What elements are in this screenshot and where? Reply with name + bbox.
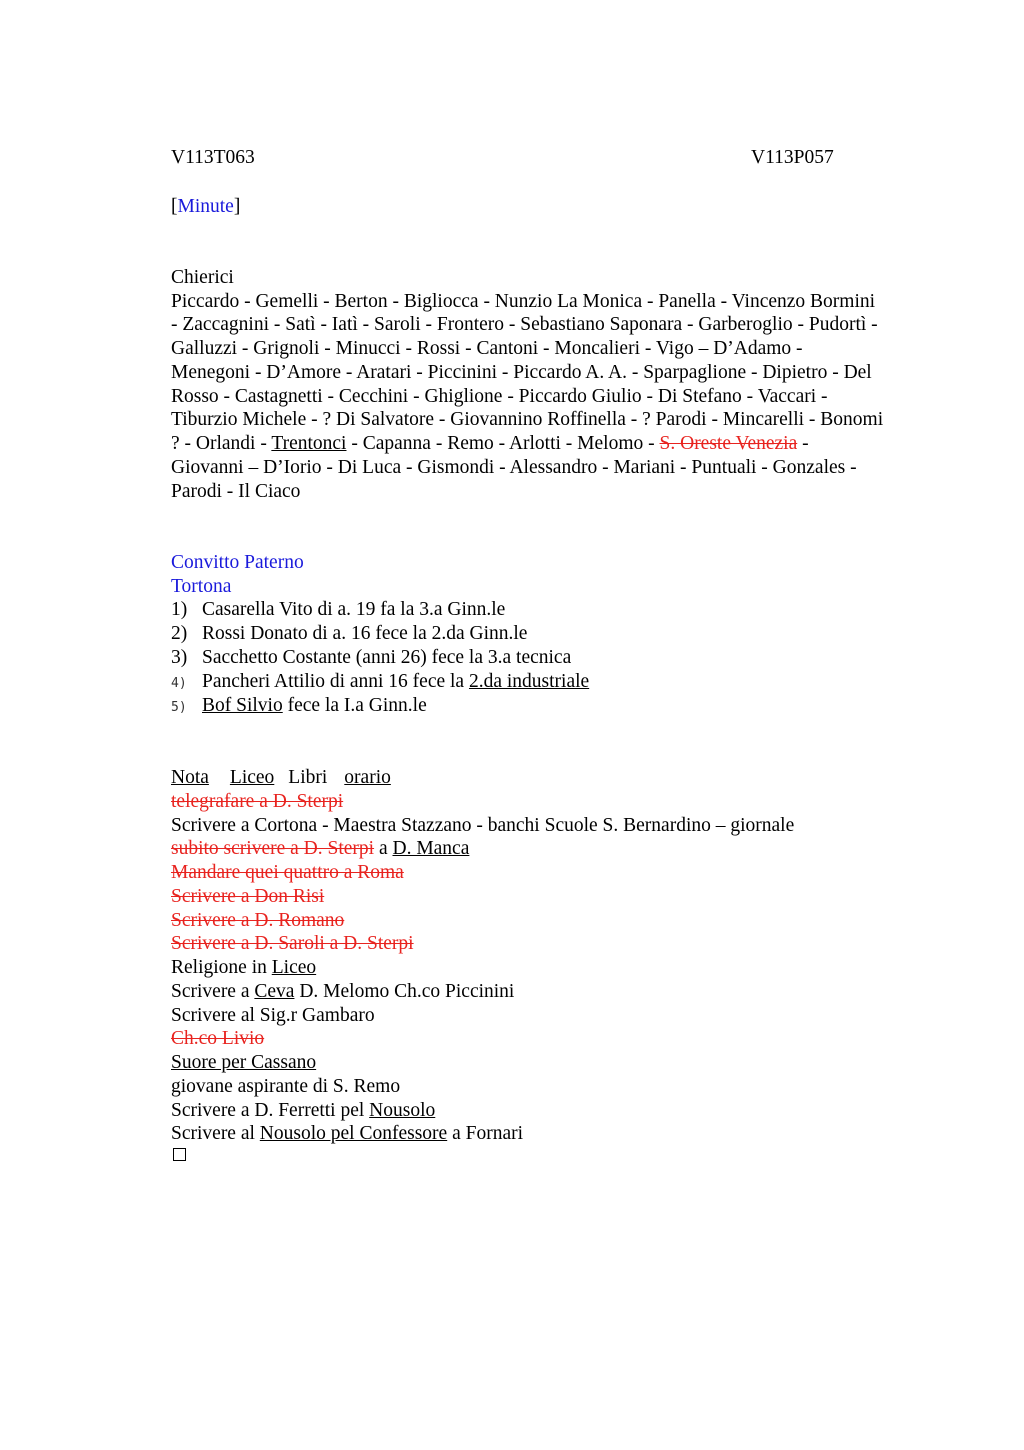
note-struck-roma: Mandare quei quattro a Roma: [171, 862, 404, 883]
list-item: [171, 598, 505, 622]
chierici-7-struck: S. Oreste Venezia: [659, 433, 798, 454]
list-number: 3): [171, 647, 188, 668]
note-cortona: Scrivere a Cortona - Maestra Stazzano - banchi Scuole S. Bernardino – giornale: [171, 815, 795, 836]
note-ceva: [171, 980, 514, 1004]
note-aspirante: giovane aspirante di S. Remo: [171, 1076, 401, 1097]
note-confessore-c: a Fornari: [447, 1123, 524, 1144]
note-ceva-name: Ceva: [254, 981, 295, 1002]
chierici-7-trentonci: Trentonci: [271, 433, 347, 454]
header-nota: Nota: [171, 767, 209, 788]
chierici-7-part-e: -: [797, 433, 809, 454]
note-manca: [171, 837, 469, 861]
chierici-line-7: [171, 432, 809, 456]
note-struck-romano: Scrivere a D. Romano: [171, 910, 345, 931]
bracket-close: ]: [233, 196, 241, 217]
note-manca-struck: subito scrivere a D. Sterpi: [171, 838, 375, 859]
chierici-line-2: - Zaccagnini - Satì - Iatì - Saroli - Frontero - Sebastiano Saponara - Garberoglio - Pudortì -: [171, 314, 878, 335]
list-item: [171, 622, 527, 646]
note-ferretti-a: Scrivere a D. Ferretti pel: [171, 1100, 370, 1121]
list-text: fece la I.a Ginn.le: [282, 695, 427, 716]
chierici-7-part-a: ? - Orlandi -: [171, 433, 272, 454]
convitto-title: Convitto Paterno: [171, 552, 304, 573]
chierici-line-4: Menegoni - D’Amore - Aratari - Piccinini - Piccardo A. A. - Sparpaglione - Dipietro - Del: [171, 362, 872, 383]
header-libri: Libri: [288, 767, 328, 788]
note-ceva-c: D. Melomo Ch.co Piccinini: [294, 981, 515, 1002]
note-ferretti: [171, 1099, 435, 1123]
minute-label: Minute: [177, 196, 234, 217]
note-religione-text: Religione in: [171, 957, 272, 978]
doc-code-left: V113T063: [171, 147, 255, 168]
note-struck-risi: Scrivere a Don Risi: [171, 886, 325, 907]
chierici-line-3: Galluzzi - Grignoli - Minucci - Rossi - Cantoni - Moncalieri - Vigo – D’Adamo -: [171, 338, 803, 359]
chierici-line-9: Parodi - Il Ciaco: [171, 481, 301, 502]
list-item: [171, 670, 589, 696]
list-number: 5): [171, 700, 187, 715]
header-liceo: Liceo: [229, 767, 275, 788]
list-text: Rossi Donato di a. 16 fece la 2.da Ginn.le: [202, 623, 528, 644]
note-ferretti-nousolo: Nousolo: [369, 1100, 436, 1121]
list-number: 1): [171, 599, 188, 620]
note-religione-liceo: Liceo: [271, 957, 317, 978]
list-number: 2): [171, 623, 188, 644]
note-manca-a: a: [374, 838, 393, 859]
note-confessore: [171, 1122, 523, 1146]
chierici-title: Chierici: [171, 267, 234, 288]
checkbox-square-icon: [173, 1148, 186, 1161]
list-text-underlined: 2.da industriale: [468, 671, 590, 692]
chierici-line-8: Giovanni – D’Iorio - Di Luca - Gismondi - Alessandro - Mariani - Puntuali - Gonzales -: [171, 457, 857, 478]
list-text: Pancheri Attilio di anni 16 fece la: [202, 671, 469, 692]
chierici-line-1: Piccardo - Gemelli - Berton - Bigliocca - Nunzio La Monica - Panella - Vincenzo Bormini: [171, 291, 876, 312]
note-struck-saroli: Scrivere a D. Saroli a D. Sterpi: [171, 933, 414, 954]
note-struck-1: telegrafare a D. Sterpi: [171, 791, 344, 812]
note-gambaro: Scrivere al Sig.r Gambaro: [171, 1005, 375, 1026]
list-text: Sacchetto Costante (anni 26) fece la 3.a tecnica: [202, 647, 572, 668]
doc-code-right: V113P057: [751, 147, 834, 168]
chierici-line-5: Rosso - Castagnetti - Cecchini - Ghiglione - Piccardo Giulio - Di Stefano - Vaccari -: [171, 386, 828, 407]
note-confessore-a: Scrivere al: [171, 1123, 260, 1144]
list-text: Casarella Vito di a. 19 fa la 3.a Ginn.le: [202, 599, 506, 620]
convitto-subtitle: Tortona: [171, 576, 232, 597]
list-text-underlined: Bof Silvio: [202, 695, 283, 716]
note-religione: [171, 956, 316, 980]
note-confessore-u: Nousolo pel Confessore: [259, 1123, 448, 1144]
chierici-line-6: Tiburzio Michele - ? Di Salvatore - Giovannino Roffinella - ? Parodi - Mincarelli - Bonomi: [171, 409, 884, 430]
header-orario: orario: [344, 767, 391, 788]
bracket-open: [: [171, 196, 178, 217]
list-number: 4): [171, 676, 187, 691]
notes-header: [171, 766, 391, 790]
list-item: [171, 646, 571, 670]
note-struck-livio: Ch.co Livio: [171, 1028, 265, 1049]
list-item: [171, 694, 427, 720]
chierici-7-part-c: - Capanna - Remo - Arlotti - Melomo -: [346, 433, 660, 454]
note-suore: Suore per Cassano: [171, 1052, 317, 1073]
minute-tag: [171, 195, 240, 219]
note-manca-name: D. Manca: [392, 838, 470, 859]
note-ceva-a: Scrivere a: [171, 981, 255, 1002]
